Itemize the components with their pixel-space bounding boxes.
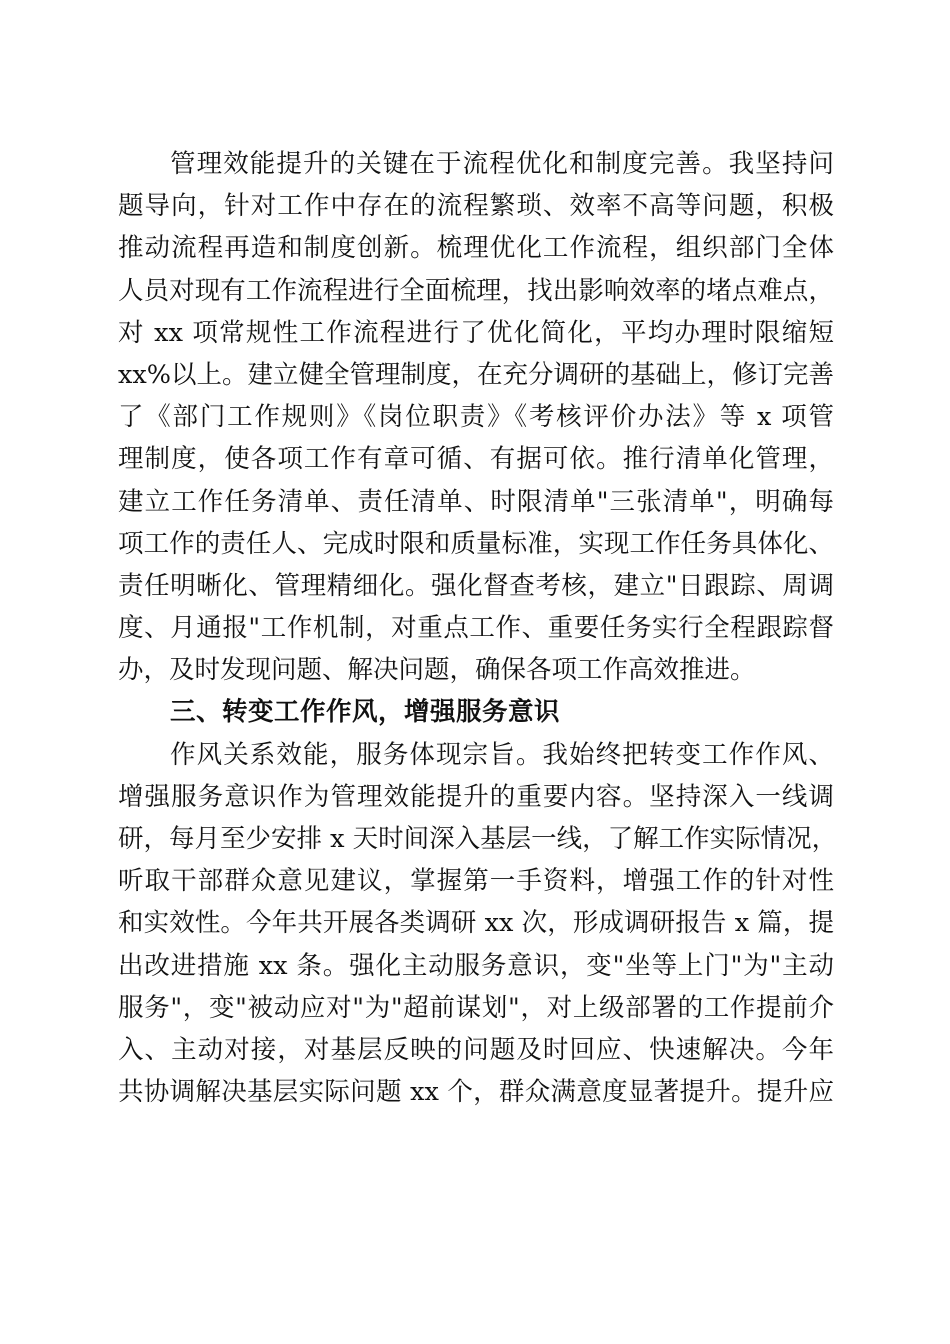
document-body (118, 143, 838, 1113)
paragraph-line: 入、主动对接，对基层反映的问题及时回应、快速解决。今年 (118, 1034, 834, 1065)
paragraph-line: 听取干部群众意见建议，掌握第一手资料，增强工作的针对性 (118, 866, 834, 897)
paragraph-line: 度、月通报"工作机制，对重点工作、重要任务实行全程跟踪督 (118, 613, 834, 644)
paragraph-line: 作风关系效能，服务体现宗旨。我始终把转变工作作风、 (170, 739, 834, 770)
paragraph-line: 办，及时发现问题、解决问题，确保各项工作高效推进。 (118, 655, 756, 686)
paragraph-line: 责任明晰化、管理精细化。强化督查考核，建立"日跟踪、周调 (118, 570, 834, 601)
paragraph-line: 增强服务意识作为管理效能提升的重要内容。坚持深入一线调 (118, 781, 834, 812)
paragraph-line: 题导向，针对工作中存在的流程繁琐、效率不高等问题，积极 (118, 191, 834, 222)
paragraph-line: 管理效能提升的关键在于流程优化和制度完善。我坚持问 (170, 149, 834, 179)
paragraph-line: 项工作的责任人、完成时限和质量标准，实现工作任务具体化、 (118, 528, 834, 559)
paragraph-line: 了《部门工作规则》《岗位职责》《考核评价办法》等 x 项管 (118, 402, 834, 433)
paragraph-line: 研，每月至少安排 x 天时间深入基层一线，了解工作实际情况， (118, 824, 838, 854)
paragraph-line: 理制度，使各项工作有章可循、有据可依。推行清单化管理， (118, 444, 834, 475)
paragraph-line: 对 xx 项常规性工作流程进行了优化简化，平均办理时限缩短 (118, 317, 834, 348)
paragraph-line: 人员对现有工作流程进行全面梳理，找出影响效率的堵点难点， (118, 275, 834, 306)
paragraph-line: 共协调解决基层实际问题 xx 个，群众满意度显著提升。提升应 (118, 1077, 834, 1108)
paragraph-line: 推动流程再造和制度创新。梳理优化工作流程，组织部门全体 (118, 233, 834, 264)
paragraph-line: 和实效性。今年共开展各类调研 xx 次，形成调研报告 x 篇，提 (118, 908, 834, 939)
paragraph-line: xx%以上。建立健全管理制度，在充分调研的基础上，修订完善 (118, 359, 834, 390)
paragraph-line: 出改进措施 xx 条。强化主动服务意识，变"坐等上门"为"主动 (118, 950, 834, 981)
paragraph-line: 建立工作任务清单、责任清单、时限清单"三张清单"，明确每 (118, 486, 834, 517)
section-heading: 三、转变工作作风，增强服务意识 (170, 697, 561, 728)
paragraph-line: 服务"，变"被动应对"为"超前谋划"，对上级部署的工作提前介 (118, 992, 834, 1023)
